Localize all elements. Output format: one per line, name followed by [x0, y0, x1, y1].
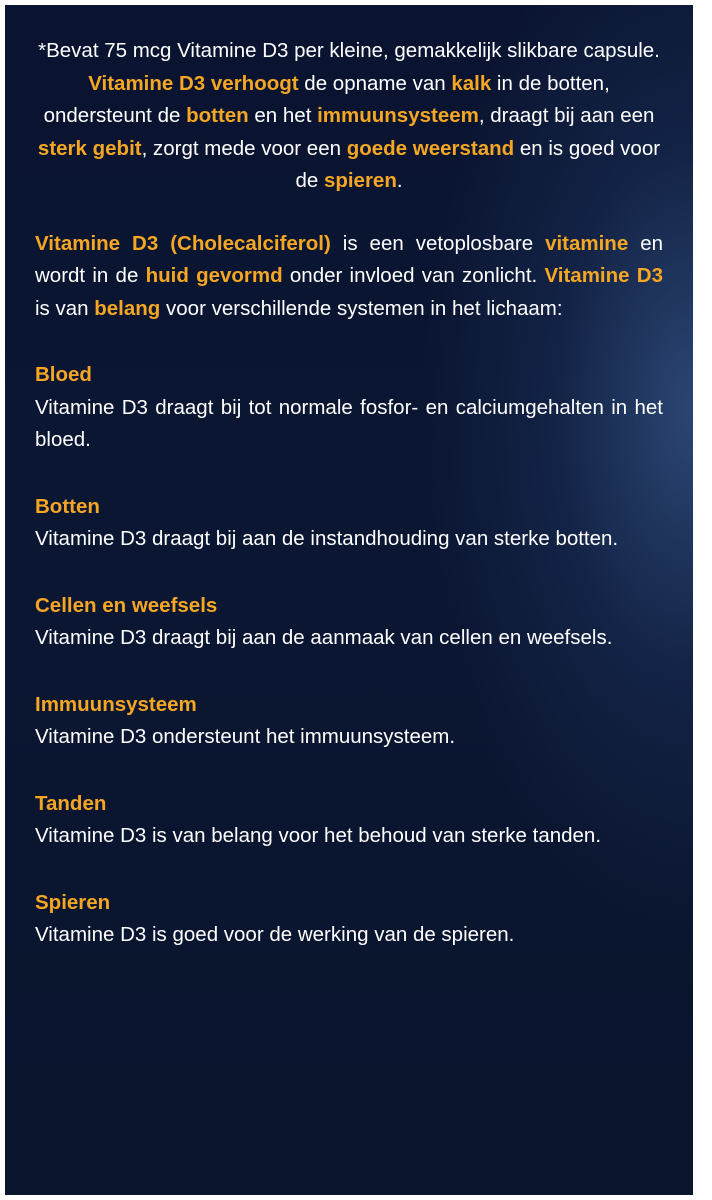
section-text: Vitamine D3 draagt bij tot normale fosfor- en calciumgehalten in het bloed. — [35, 395, 663, 451]
intro-paragraph — [35, 35, 663, 198]
description-text: is een vetoplosbare — [330, 231, 546, 255]
section-text: Vitamine D3 is goed voor de werking van de spieren. — [35, 923, 515, 946]
description-text: onder invloed van zonlicht. — [282, 264, 545, 287]
description-text: voor verschillende systemen in het lichaam: — [160, 296, 563, 320]
product-description — [35, 35, 663, 952]
benefit-section-immune — [35, 689, 663, 754]
benefit-section-cells — [35, 590, 663, 655]
description-highlight: Vitamine D3 (Cholecalciferol) — [35, 231, 331, 255]
benefit-section-muscles — [35, 887, 663, 952]
intro-text: , draagt bij aan een — [478, 104, 655, 127]
intro-text: de opname van — [298, 71, 452, 95]
intro-text: en is goed voor de — [295, 136, 661, 192]
description-highlight: vitamine — [545, 231, 629, 255]
benefit-section-bones — [35, 491, 663, 556]
intro-text: en het — [248, 104, 318, 127]
description-highlight: belang — [94, 296, 161, 320]
intro-text: in de botten, ondersteunt de — [43, 71, 610, 127]
intro-text: *Bevat 75 mcg Vitamine D3 per kleine, gemakkelijk slikbare capsule. — [38, 39, 660, 62]
section-text: Vitamine D3 ondersteunt het immuunsysteem. — [35, 725, 456, 748]
description-text: en wordt in de — [35, 231, 663, 287]
description-highlight: Vitamine D3 — [544, 264, 663, 287]
intro-highlight: botten — [186, 104, 249, 127]
intro-highlight: sterk gebit — [37, 136, 142, 160]
section-heading: Immuunsysteem — [35, 692, 197, 716]
section-text: Vitamine D3 is van belang voor het behoud van sterke tanden. — [35, 824, 602, 847]
section-heading: Tanden — [35, 791, 107, 815]
section-heading: Bloed — [35, 363, 92, 386]
benefit-section-teeth — [35, 788, 663, 853]
intro-highlight: kalk — [451, 71, 492, 95]
section-text: Vitamine D3 draagt bij aan de aanmaak van cellen en weefsels. — [35, 626, 613, 649]
section-heading: Botten — [35, 494, 100, 518]
product-info-panel — [5, 5, 693, 1195]
description-highlight: huid gevormd — [145, 264, 283, 287]
section-text: Vitamine D3 draagt bij aan de instandhouding van sterke botten. — [35, 527, 619, 550]
section-heading: Cellen en weefsels — [35, 593, 218, 617]
intro-text: . — [396, 169, 403, 192]
description-text: is van — [35, 296, 95, 320]
intro-highlight: spieren — [323, 169, 397, 192]
intro-highlight: immuunsysteem — [317, 104, 479, 127]
intro-text: , zorgt mede voor een — [141, 136, 347, 160]
intro-highlight: Vitamine D3 verhoogt — [88, 71, 299, 95]
intro-highlight: goede weerstand — [346, 136, 515, 160]
section-heading: Spieren — [35, 890, 111, 914]
vitamin-description-paragraph — [35, 228, 663, 326]
benefit-section-blood — [35, 359, 663, 457]
